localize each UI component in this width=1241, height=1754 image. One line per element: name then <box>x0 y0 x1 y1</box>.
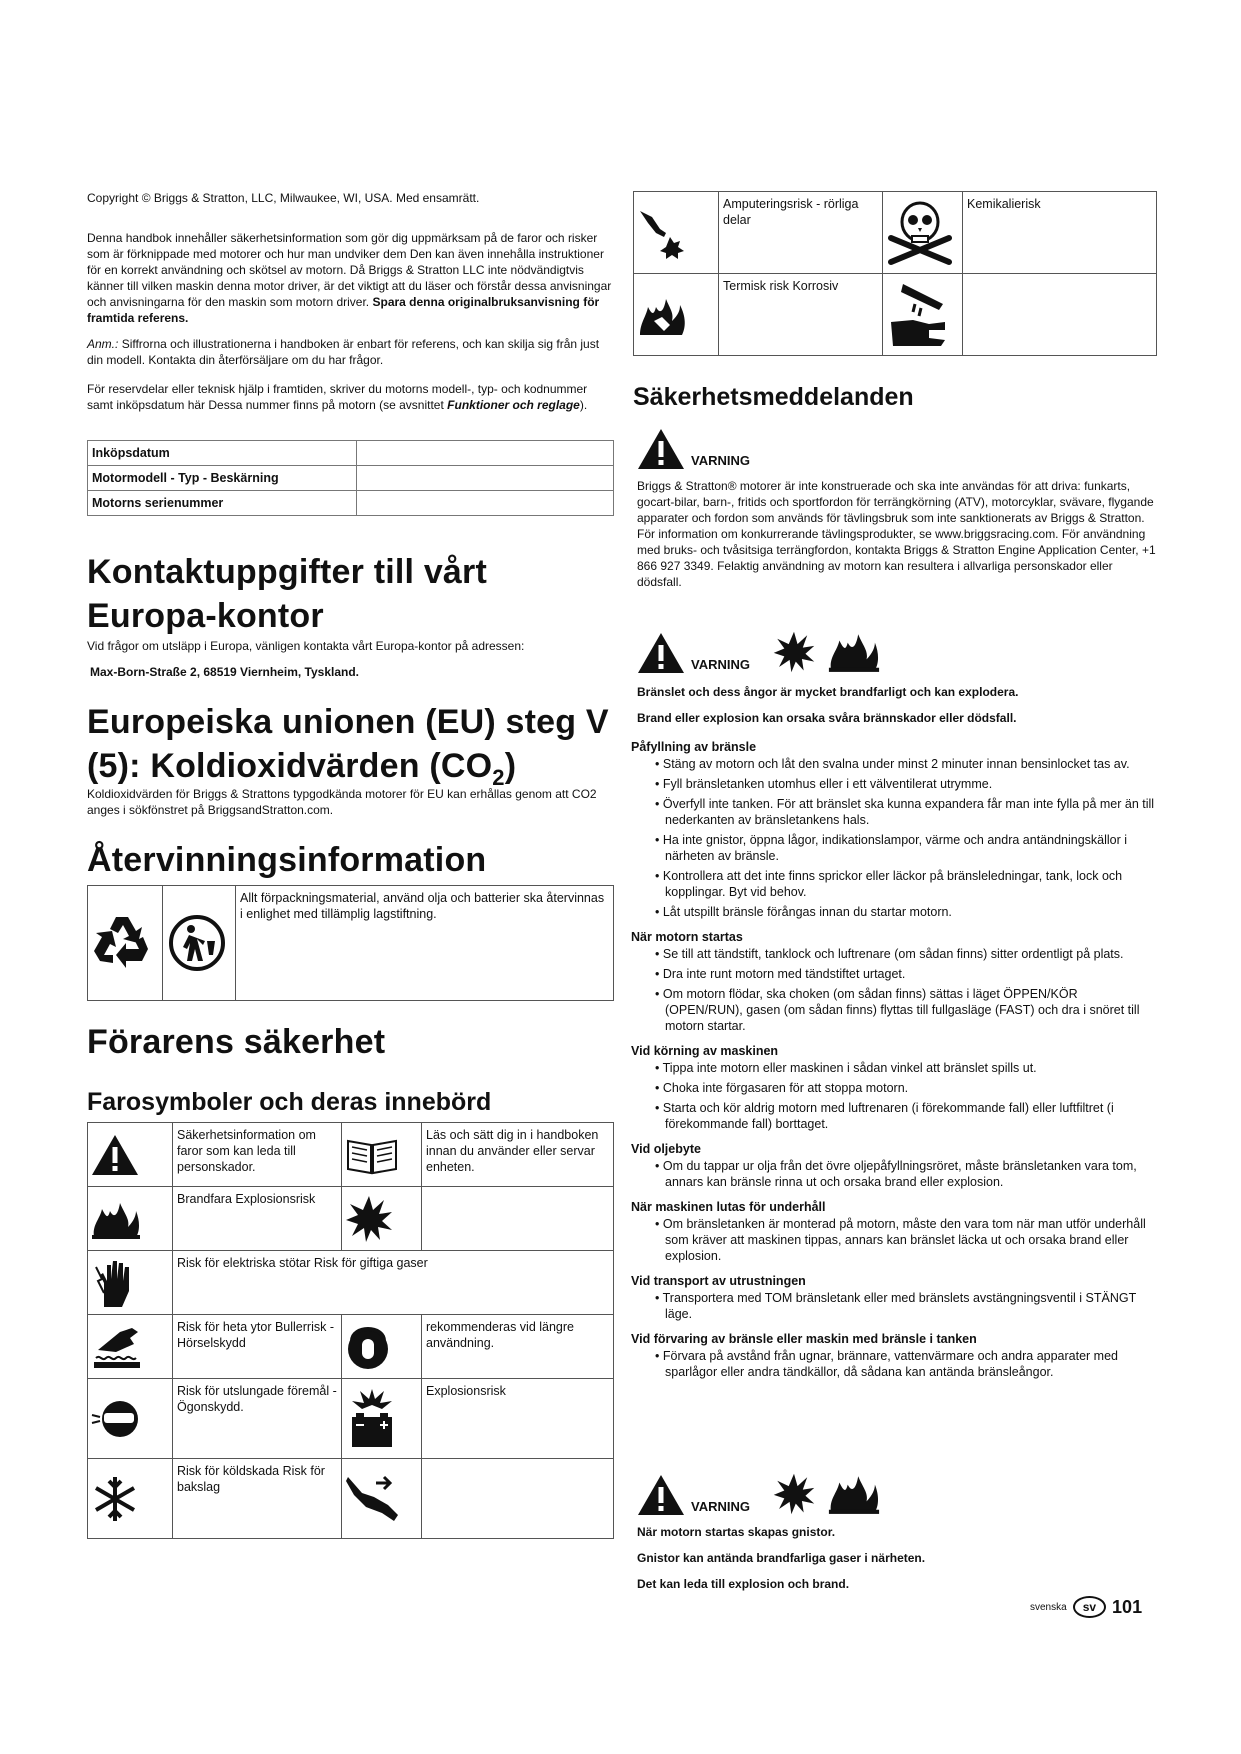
battery-explosion-icon <box>344 1387 400 1451</box>
hazard-text-a: Risk för elektriska stötar Risk för giftiga gaser <box>173 1251 614 1315</box>
recycle-text: Allt förpackningsmaterial, använd olja och batterier ska återvinnas i enlighet med tillämplig lagstiftning. <box>236 886 614 1001</box>
warning-1-text: Briggs & Stratton® motorer är inte konstruerade och ska inte användas för att driva: funkarts, gocart-bilar, barn-, fritids och sportfordon för terrängkörning (ATV), motorcyklar, svävare, flygande apparater och fordon som används för tävlingsbruk som inte sanktionerats av Briggs & Stratton. För information om konkurrerande tävlingsprodukter, se www.briggsracing.com. För användning med bruks- och tvåsitsiga terrängfordon, kontakta Briggs & Stratton Engine Application Center, +1 866 927 3349. Felaktig användning av motorn kan resultera i allvarliga personskador eller dödsfall. <box>637 479 1156 589</box>
contact-heading: Kontaktuppgifter till vårt Europa-kontor <box>87 553 487 635</box>
explosion-icon <box>772 1472 816 1516</box>
table-row <box>88 441 614 466</box>
list-item: • Om motorn flödar, ska choken (om sådan finns) sättas i läget ÖPPEN/KÖR (OPEN/RUN), gasen (om sådan finns) flyttas till fullgasläge (FAST) och dra i snöret till motorn startar. <box>631 986 1157 1034</box>
list-item: • Starta och kör aldrig motorn med luftrenaren (i förekommande fall) eller luftfiltret (i förekommande fall) borttaget. <box>631 1100 1157 1132</box>
section <box>631 1142 1157 1190</box>
info-table <box>87 440 614 516</box>
snowflake-icon <box>90 1474 140 1524</box>
hazard-icon-cell <box>88 1251 173 1315</box>
hazard-text-a: Brandfara Explosionsrisk <box>173 1187 342 1251</box>
warning-block-3 <box>637 1470 882 1516</box>
amputation-icon <box>636 207 688 259</box>
parts-link[interactable]: Funktioner och reglage <box>447 398 580 412</box>
hazard-text-b: Explosionsrisk <box>422 1379 614 1459</box>
info-label: Inköpsdatum <box>88 441 357 466</box>
hazard-text-a: Termisk risk Korrosiv <box>719 274 883 356</box>
section-title: Vid oljebyte <box>631 1142 701 1156</box>
page-number: 101 <box>1112 1596 1143 1617</box>
hazard-icon-cell <box>88 1459 173 1539</box>
contact-paragraph: Vid frågor om utsläpp i Europa, vänligen kontakta vårt Europa-kontor på adressen: <box>87 639 525 653</box>
manual-book-icon <box>344 1133 400 1177</box>
list-item: • Stäng av motorn och låt den svalna under minst 2 minuter innan bensinlocket tas av. <box>631 756 1157 772</box>
footer-language: svenska <box>1030 1601 1067 1613</box>
hazard-text-b <box>422 1459 614 1539</box>
safety-heading: Förarens säkerhet <box>87 1023 386 1061</box>
list-item: • Om du tappar ur olja från det övre oljepåfyllningsröret, måste bränsletanken vara tom, annars kan bränsle rinna ut och orsaka brand eller explosion. <box>631 1158 1157 1190</box>
hazard-icon-cell <box>88 1187 173 1251</box>
list-item: • Se till att tändstift, tanklock och luftrenare (om sådan finns) sitter ordentligt på plats. <box>631 946 1157 962</box>
fire-icon <box>826 1470 882 1516</box>
thermal-burn-icon <box>636 291 690 339</box>
table-row <box>88 1379 614 1459</box>
fire-icon <box>826 628 882 674</box>
hot-surface-icon <box>90 1324 144 1370</box>
list-item: • Överfyll inte tanken. För att bränslet ska kunna expandera får man inte fylla på mer än till nederkanten av bränsletankens hals. <box>631 796 1157 828</box>
warning-triangle-icon <box>637 632 685 674</box>
table-row <box>634 274 1157 356</box>
list-item: • Choka inte förgasaren för att stoppa motorn. <box>631 1080 1157 1096</box>
warning-block-1 <box>637 428 750 470</box>
hazard-icon-cell <box>342 1459 422 1539</box>
hazard-icon-cell <box>88 1315 173 1379</box>
warning-3-line-2: Gnistor kan antända brandfarliga gaser i närheten. <box>637 1551 926 1565</box>
section-title: Vid körning av maskinen <box>631 1044 779 1058</box>
hazard-text-a: Amputeringsrisk - rörliga delar <box>719 192 883 274</box>
warning-block-2 <box>637 628 882 674</box>
table-row <box>88 1187 614 1251</box>
note-text: Siffrorna och illustrationerna i handboken är enbart för referens, och kan skilja sig från just din modell. Kontakta din återförsäljare om du har frågor. <box>87 337 600 367</box>
eu-heading-text: Europeiska unionen (EU) steg V (5): Koldioxidvärden (CO <box>87 703 609 785</box>
warning-label: VARNING <box>691 1499 750 1514</box>
eye-protection-icon <box>90 1395 142 1443</box>
info-value-field[interactable] <box>357 491 614 516</box>
hazard-text-b <box>963 274 1157 356</box>
safety-messages-heading: Säkerhetsmeddelanden <box>633 383 914 411</box>
eu-heading <box>87 700 632 800</box>
hazard-text-a: Risk för köldskada Risk för bakslag <box>173 1459 342 1539</box>
list-item: • Ha inte gnistor, öppna lågor, indikationslampor, värme och andra antändningskällor i närheten av bränsle. <box>631 832 1157 864</box>
table-row <box>88 466 614 491</box>
warning-2-line-1: Bränslet och dess ångor är mycket brandfarligt och kan explodera. <box>637 685 1019 699</box>
section-title: Vid transport av utrustningen <box>631 1274 806 1288</box>
warning-2-line-2: Brand eller explosion kan orsaka svåra brännskador eller dödsfall. <box>637 711 1017 725</box>
explosion-icon <box>344 1194 394 1244</box>
explosion-icon <box>772 630 816 674</box>
copyright: Copyright © Briggs & Stratton, LLC, Milwaukee, WI, USA. Med ensamrätt. <box>87 191 480 205</box>
hazard-icon-cell <box>634 192 719 274</box>
warning-3-line-1: När motorn startas skapas gnistor. <box>637 1525 836 1539</box>
hazard-icon-cell <box>342 1187 422 1251</box>
parts-paragraph <box>87 381 612 413</box>
section <box>631 1044 1157 1132</box>
hazard-text-b: Läs och sätt dig in i handboken innan du använder eller servar enheten. <box>422 1123 614 1187</box>
hazard-icon-cell <box>634 274 719 356</box>
list-item: • Transportera med TOM bränsletank eller med bränslets avstängningsventil i STÄNGT läge. <box>631 1290 1157 1322</box>
list-item: • Kontrollera att det inte finns sprickor eller läckor på bränsleledningar, tank, lock och kopplingar. Byt vid behov. <box>631 868 1157 900</box>
list-item: • Tippa inte motorn eller maskinen i sådan vinkel att bränslet spills ut. <box>631 1060 1157 1076</box>
section <box>631 1200 1157 1264</box>
list-item: • Dra inte runt motorn med tändstiftet urtaget. <box>631 966 1157 982</box>
hearing-protection-icon <box>344 1321 392 1373</box>
section-title: När motorn startas <box>631 930 743 944</box>
hazard-icon-cell <box>342 1315 422 1379</box>
hazard-heading: Farosymboler och deras innebörd <box>87 1088 492 1116</box>
warning-label: VARNING <box>691 657 750 672</box>
hazard-icon-cell <box>342 1379 422 1459</box>
parts-end: ). <box>579 398 588 412</box>
contact-address: Max-Born-Straße 2, 68519 Viernheim, Tyskland. <box>90 665 359 679</box>
info-label: Motormodell - Typ - Beskärning <box>88 466 357 491</box>
section <box>631 930 1157 1034</box>
warning-triangle-icon <box>90 1133 140 1177</box>
tidyman-icon-cell <box>163 886 236 1001</box>
hazard-icon-cell <box>342 1123 422 1187</box>
warning-triangle-icon <box>637 1474 685 1516</box>
fuel-safety-sections <box>631 736 1157 1384</box>
table-row <box>88 886 614 1001</box>
list-item: • Låt utspillt bränsle förångas innan du startar motorn. <box>631 904 1157 920</box>
section-title: Påfyllning av bränsle <box>631 740 757 754</box>
info-label: Motorns serienummer <box>88 491 357 516</box>
table-row <box>634 192 1157 274</box>
table-row <box>88 1459 614 1539</box>
info-value-field[interactable] <box>357 466 614 491</box>
corrosive-icon <box>885 280 955 350</box>
intro-text: Denna handbok innehåller säkerhetsinformation som gör dig uppmärksam på de faror och risker som är förknippade med motorer och hur man undviker dem Den kan även innehålla instruktioner för en korrekt användning och skötsel av motorn. Då Briggs & Stratton LLC inte nödvändigtvis känner till vilken maskin denna motor driver, är det viktigt att du läser och förstår dessa anvisningar och anvisningarna för den maskin som motorn driver. <box>87 231 612 309</box>
note-label: Anm.: <box>87 337 119 351</box>
hazard-text-a: Säkerhetsinformation om faror som kan leda till personskador. <box>173 1123 342 1187</box>
skull-crossbones-icon <box>885 198 955 268</box>
list-item: • Förvara på avstånd från ugnar, brännare, vattenvärmare och andra apparater med sparlågor eller andra tändkällor, då sådana kan antända bränsleångor. <box>631 1348 1157 1380</box>
section-title: När maskinen lutas för underhåll <box>631 1200 826 1214</box>
warning-label: VARNING <box>691 453 750 468</box>
hazard-text-b: rekommenderas vid längre användning. <box>422 1315 614 1379</box>
tidyman-icon <box>165 911 229 975</box>
intro-paragraph <box>87 230 612 326</box>
page-footer <box>1030 1596 1142 1618</box>
hazard-icon-cell <box>88 1379 173 1459</box>
hazard-text-a: Risk för heta ytor Bullerrisk - Hörselskydd <box>173 1315 342 1379</box>
table-row <box>88 1315 614 1379</box>
hazard-icon-cell <box>88 1123 173 1187</box>
eu-heading-end: ) <box>504 747 517 785</box>
eu-paragraph: Koldioxidvärden för Briggs & Strattons typgodkända motorer för EU kan erhållas genom att CO2 anges i sökfönstret på BriggsandStratton.com. <box>87 787 597 817</box>
section <box>631 740 1157 920</box>
parts-text: För reservdelar eller teknisk hjälp i framtiden, skriver du motorns modell-, typ- och kodnummer samt inköpsdatum här Dessa nummer finns på motorn (se avsnittet <box>87 382 588 412</box>
language-badge: sv <box>1073 1596 1106 1618</box>
hazard-icon-cell <box>883 192 963 274</box>
warning-triangle-icon <box>637 428 685 470</box>
note-paragraph <box>87 336 612 368</box>
hazard-text-a: Risk för utslungade föremål - Ögonskydd. <box>173 1379 342 1459</box>
list-item: • Om bränsletanken är monterad på motorn, måste den vara tom när man utför underhåll som kräver att maskinen tippas, annars kan bränslet läcka ut och orsaka brand eller explosion. <box>631 1216 1157 1264</box>
section-title: Vid förvaring av bränsle eller maskin med bränsle i tanken <box>631 1332 977 1346</box>
info-value-field[interactable] <box>357 441 614 466</box>
hazard-text-b: Kemikalierisk <box>963 192 1157 274</box>
intro-keep: Spara denna originalbruksanvisning för framtida referens. <box>87 295 600 325</box>
recycle-icon-cell <box>88 886 163 1001</box>
top-hazard-table <box>633 191 1157 356</box>
table-row <box>88 1251 614 1315</box>
recycle-heading: Återvinningsinformation <box>87 841 487 879</box>
section <box>631 1274 1157 1322</box>
table-row <box>88 491 614 516</box>
kickback-icon <box>344 1471 406 1527</box>
table-row <box>88 1123 614 1187</box>
hazard-text-b <box>422 1187 614 1251</box>
electric-shock-icon <box>90 1257 140 1309</box>
eu-heading-sub: 2 <box>492 764 505 790</box>
recycle-icon <box>90 911 154 975</box>
recycle-table <box>87 885 614 1001</box>
fire-icon <box>90 1197 142 1241</box>
list-item: • Fyll bränsletanken utomhus eller i ett välventilerat utrymme. <box>631 776 1157 792</box>
hazard-table <box>87 1122 614 1539</box>
warning-3-line-3: Det kan leda till explosion och brand. <box>637 1577 850 1591</box>
section <box>631 1332 1157 1380</box>
hazard-icon-cell <box>883 274 963 356</box>
